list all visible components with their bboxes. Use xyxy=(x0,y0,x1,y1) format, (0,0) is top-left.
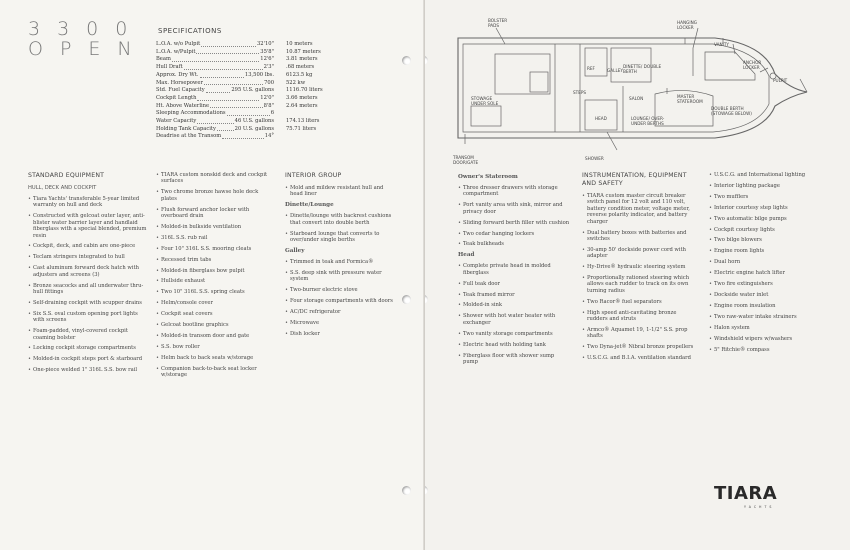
dinette-heading: Dinette/Lounge xyxy=(285,202,334,209)
dinette-item: • Starboard lounge that converts to over/under single berths xyxy=(285,231,395,244)
equipment-item: • Bronze seacocks and all underwater thru-hull fittings xyxy=(28,283,148,296)
instrumentation-item: • TIARA custom master circuit breaker switch panel for 12 volt and 110 volt, battery condition meter, voltage meter, reverse polarity indicator, and battery charger xyxy=(582,193,697,225)
instrumentation-col2 xyxy=(709,172,824,357)
spec-metric: 2.64 meters xyxy=(286,102,318,109)
spec-row xyxy=(156,49,274,57)
equipment-item: • Hullside exhaust xyxy=(156,278,272,284)
spec-value: 6 xyxy=(270,110,274,117)
label-transom: TRANSOM DOOR/GATE xyxy=(453,155,479,165)
instrumentation-item: • Hy-Drive® hydraulic steering system xyxy=(582,264,697,270)
interior-item: • Mold and mildew resistant hull and head liner xyxy=(285,185,395,198)
label-steps: STEPS xyxy=(573,90,587,95)
instrumentation-item: • U.S.C.G. and International lighting xyxy=(709,172,824,178)
equipment-item: • Flush forward anchor locker with overboard drain xyxy=(156,207,272,220)
owners-stateroom-col xyxy=(458,172,570,370)
standard-equipment-col2 xyxy=(156,172,272,383)
tiara-logo: TIARA xyxy=(714,483,778,504)
head-item: • Teak framed mirror xyxy=(458,292,570,298)
spec-label: Cockpit Length xyxy=(156,94,197,101)
spec-leader xyxy=(204,80,263,86)
spec-label: L.O.A. w/Pulpit xyxy=(156,48,196,55)
head-item: • Complete private head in molded fiberglass xyxy=(458,263,570,276)
spec-label: Holding Tank Capacity xyxy=(156,125,216,132)
standard-equipment-col1 xyxy=(28,172,148,378)
instrumentation-item: • Interior courtesy step lights xyxy=(709,205,824,211)
galley-heading: Galley xyxy=(285,247,305,254)
spec-leader xyxy=(201,41,256,47)
equipment-item: • Molded-in transom door and gate xyxy=(156,333,272,339)
label-dinette: DINETTE/ DOUBLE BERTH xyxy=(623,64,662,74)
equipment-item: • Molded-in fiberglass bow pulpit xyxy=(156,268,272,274)
spec-leader xyxy=(172,56,259,62)
spec-value: 13,500 lbs. xyxy=(244,71,274,78)
spec-metric: 1116.70 liters xyxy=(286,87,323,94)
spec-metric: 522 kw xyxy=(286,79,306,86)
galley-item: • Trimmed in teak and Formica® xyxy=(285,259,395,265)
interior-group-heading: INTERIOR GROUP xyxy=(285,172,342,179)
galley-item: • Dish locker xyxy=(285,331,395,337)
equipment-item: • TIARA custom nonskid deck and cockpit surfaces xyxy=(156,172,272,185)
binder-hole xyxy=(425,486,428,495)
spec-leader xyxy=(196,49,259,55)
equipment-item: • Cockpit, deck, and cabin are one-piece xyxy=(28,243,148,249)
spec-leader xyxy=(206,87,231,93)
stateroom-item: • Two cedar hanging lockers xyxy=(458,231,570,237)
spec-metric: 10.87 meters xyxy=(286,48,321,55)
spec-row xyxy=(156,80,274,88)
instrumentation-item: • Electric engine hatch lifter xyxy=(709,270,824,276)
spec-label: Std. Fuel Capacity xyxy=(156,87,205,94)
equipment-item: • Teclam stringers integrated to hull xyxy=(28,254,148,260)
head-item: • Electric head with holding tank xyxy=(458,342,570,348)
instrumentation-item: • Engine room lights xyxy=(709,248,824,254)
spec-metric: 6123.5 kg xyxy=(286,71,313,78)
equipment-item: • Two 10" 316L S.S. spring cleats xyxy=(156,289,272,295)
spec-row xyxy=(156,126,274,134)
instrumentation-heading-2: AND SAFETY xyxy=(582,180,623,187)
equipment-item: • Molded-in cockpit steps port & starboard xyxy=(28,356,148,362)
instrumentation-item: • U.S.C.G. and B.I.A. ventilation standard xyxy=(582,355,697,361)
instrumentation-item: • 5" Ritchie® compass xyxy=(709,347,824,353)
binder-hole xyxy=(425,56,428,65)
spec-leader xyxy=(227,110,270,116)
equipment-item: • Foam-padded, vinyl-covered cockpit coaming bolster xyxy=(28,328,148,341)
label-bolster-pads: BOLSTER PADS xyxy=(488,18,508,28)
instrumentation-item: • Halon system xyxy=(709,325,824,331)
equipment-item: • Constructed with gelcoat outer layer, anti-blister water barrier layer and handlaid fiberglass with a special blended, premium resin xyxy=(28,213,148,239)
label-salon: SALON xyxy=(629,96,644,101)
spec-label: Hull Draft xyxy=(156,64,183,71)
equipment-item: • Self-draining cockpit with scupper drains xyxy=(28,300,148,306)
label-galley: GALLEY xyxy=(607,68,623,73)
spec-label: Water Capacity xyxy=(156,118,197,125)
spec-leader xyxy=(210,103,262,109)
equipment-item: • Recessed trim tabs xyxy=(156,257,272,263)
equipment-item: • S.S. bow roller xyxy=(156,344,272,350)
spec-value: 8'8" xyxy=(263,102,274,109)
binder-hole xyxy=(425,295,428,304)
spec-value: 20 U.S. gallons xyxy=(234,125,274,132)
label-anchor-locker: ANCHOR LOCKER xyxy=(743,60,762,70)
model-number: 3300 xyxy=(28,18,145,40)
binder-hole xyxy=(402,56,411,65)
label-vanity: VANITY xyxy=(714,42,729,47)
equipment-item: • Cast aluminum forward deck hatch with adjusters and screens (3) xyxy=(28,265,148,278)
instrumentation-item: • Interior lighting package xyxy=(709,183,824,189)
instrumentation-item: • Two mufflers xyxy=(709,194,824,200)
equipment-item: • Six S.S. oval custom opening port lights with screens xyxy=(28,311,148,324)
equipment-item: • Four 10" 316L S.S. mooring cleats xyxy=(156,246,272,252)
spec-value: 12'6" xyxy=(260,56,274,63)
interior-group-col xyxy=(285,172,395,342)
spec-label: Approx. Dry Wt. xyxy=(156,71,199,78)
spec-row xyxy=(156,95,274,103)
instrumentation-item: • Two raw-water intake strainers xyxy=(709,314,824,320)
spec-row xyxy=(156,110,274,118)
equipment-item: • Helm back to back seats w/storage xyxy=(156,355,272,361)
instrumentation-item: • Two Racor® fuel separators xyxy=(582,299,697,305)
spec-label: L.O.A. w/o Pulpit xyxy=(156,41,201,47)
dinette-item: • Dinette/lounge with backrest cushions that convert into double berth xyxy=(285,213,395,226)
specifications-heading: SPECIFICATIONS xyxy=(158,27,222,35)
spec-metric: 10 meters xyxy=(286,41,313,47)
binder-hole xyxy=(402,486,411,495)
spec-metric: 75.71 liters xyxy=(286,125,317,132)
label-hanging-locker: HANGING LOCKER xyxy=(677,20,698,30)
right-page xyxy=(425,0,850,550)
instrumentation-item: • Dockside water inlet xyxy=(709,292,824,298)
deck-plan-diagram xyxy=(435,14,835,166)
spec-value: 14° xyxy=(264,133,274,140)
label-ref: REF xyxy=(587,66,595,71)
spec-row xyxy=(156,56,274,64)
head-item: • Shower with hot water heater with exchanger xyxy=(458,313,570,326)
spec-value: 2'3" xyxy=(263,64,274,71)
instrumentation-item: • Dual battery boxes with batteries and switches xyxy=(582,230,697,243)
spec-row xyxy=(156,103,274,111)
instrumentation-col1 xyxy=(582,172,697,366)
spec-value: 700 xyxy=(264,79,274,86)
spec-value: 12'0" xyxy=(260,94,274,101)
spec-leader xyxy=(222,133,264,139)
equipment-item: • Locking cockpit storage compartments xyxy=(28,345,148,351)
spec-value: 32'10" xyxy=(256,41,274,47)
equipment-item: • Gelcoat bootline graphics xyxy=(156,322,272,328)
spec-label: Sleeping Accommodations xyxy=(156,110,226,117)
instrumentation-item: • Dual horn xyxy=(709,259,824,265)
stateroom-item: • Sliding forward berth filler with cushion xyxy=(458,220,570,226)
spec-value: 46 U.S. gallons xyxy=(234,118,274,125)
spec-row xyxy=(156,133,274,141)
galley-item: • Microwave xyxy=(285,320,395,326)
head-item: • Two vanity storage compartments xyxy=(458,331,570,337)
label-stowage: STOWAGE UNDER SOLE xyxy=(471,96,499,106)
spec-metric: 174.13 liters xyxy=(286,118,320,125)
galley-item: • AC/DC refrigerator xyxy=(285,309,395,315)
spec-value: 35'8" xyxy=(260,48,274,55)
equipment-item: • 316L S.S. rub rail xyxy=(156,235,272,241)
spec-label: Max. Horsepower xyxy=(156,79,203,86)
specifications-list xyxy=(156,41,274,141)
label-shower: SHOWER xyxy=(585,156,604,161)
stateroom-item: • Port vanity area with sink, mirror and privacy door xyxy=(458,202,570,215)
spec-row xyxy=(156,118,274,126)
tiara-logo-sub: YACHTS xyxy=(744,505,775,509)
model-type: OPEN xyxy=(28,38,149,60)
equipment-item: • Two chrome bronze hawse hole deck plates xyxy=(156,189,272,202)
spec-leader xyxy=(184,64,263,70)
owners-stateroom-heading: Owner's Stateroom xyxy=(458,174,518,180)
spec-metric: 3.66 meters xyxy=(286,94,318,101)
binder-hole xyxy=(402,295,411,304)
spec-leader xyxy=(197,118,233,124)
label-head: HEAD xyxy=(595,116,607,121)
instrumentation-item: • Armco® Aquamet 19, 1-1/2" S.S. prop shafts xyxy=(582,327,697,340)
spec-metric: .68 meters xyxy=(286,64,315,71)
spec-row xyxy=(156,41,274,49)
instrumentation-item: • Proportionally rationed steering which allows each rudder to track on its own turning radius xyxy=(582,275,697,294)
spec-metric: 3.81 meters xyxy=(286,56,318,63)
instrumentation-item: • 30-amp 50' dockside power cord with adapter xyxy=(582,247,697,260)
spec-label: Beam xyxy=(156,56,171,63)
label-master-stateroom: MASTER STATEROOM xyxy=(677,94,703,104)
stateroom-item: • Three dresser drawers with storage compartment xyxy=(458,185,570,198)
equipment-item: • One-piece welded 1" 316L S.S. bow rail xyxy=(28,367,148,373)
spec-row xyxy=(156,87,274,95)
galley-item: • Two-burner electric stove xyxy=(285,287,395,293)
standard-equipment-heading: STANDARD EQUIPMENT xyxy=(28,172,105,179)
equipment-item: • Molded-in bulkside ventilation xyxy=(156,224,272,230)
spec-label: Ht. Above Waterline xyxy=(156,102,210,109)
instrumentation-item: • Two fire extinguishers xyxy=(709,281,824,287)
spec-metric xyxy=(286,110,323,118)
instrumentation-item: • Two bilge blowers xyxy=(709,237,824,243)
spec-value: 295 U.S. gallons xyxy=(231,87,274,94)
stateroom-item: • Teak bulkheads xyxy=(458,241,570,247)
equipment-item: • Companion back-to-back seat locker w/storage xyxy=(156,366,272,379)
label-double-berth: DOUBLE BERTH (STOWAGE BELOW) xyxy=(711,106,752,116)
spec-metric xyxy=(286,133,323,141)
spec-leader xyxy=(197,95,259,101)
hull-deck-cockpit-heading: HULL, DECK AND COCKPIT xyxy=(28,185,97,191)
head-heading: Head xyxy=(458,252,475,259)
instrumentation-item: • Engine room insulation xyxy=(709,303,824,309)
spec-label: Deadrise at the Transom xyxy=(156,133,222,140)
galley-item: • Four storage compartments with doors xyxy=(285,298,395,304)
galley-item: • S.S. deep sink with pressure water system xyxy=(285,270,395,283)
label-pulpit: PULPIT xyxy=(773,78,788,83)
head-item: • Fiberglass floor with shower sump pump xyxy=(458,353,570,366)
label-lounge: LOUNGE/ OVER-UNDER BERTHS xyxy=(631,116,665,126)
instrumentation-item: • Windshield wipers w/washers xyxy=(709,336,824,342)
equipment-item: • Tiara Yachts' transferable 5-year limited warranty on hull and deck xyxy=(28,196,148,209)
instrumentation-heading: INSTRUMENTATION, EQUIPMENT xyxy=(582,172,687,179)
instrumentation-item: • Two automatic bilge pumps xyxy=(709,216,824,222)
metric-list xyxy=(286,41,323,141)
spec-leader xyxy=(217,126,234,132)
instrumentation-item: • High speed anti-cavitating bronze rudders and struts xyxy=(582,310,697,323)
instrumentation-item: • Two Dyna-jet® Nibral bronze propellers xyxy=(582,344,697,350)
head-item: • Full teak door xyxy=(458,281,570,287)
spec-row xyxy=(156,72,274,80)
spec-row xyxy=(156,64,274,72)
spec-leader xyxy=(200,72,244,78)
instrumentation-item: • Cockpit courtesy lights xyxy=(709,227,824,233)
equipment-item: • Helm/console cover xyxy=(156,300,272,306)
equipment-item: • Cockpit seat covers xyxy=(156,311,272,317)
head-item: • Molded-in sink xyxy=(458,302,570,308)
